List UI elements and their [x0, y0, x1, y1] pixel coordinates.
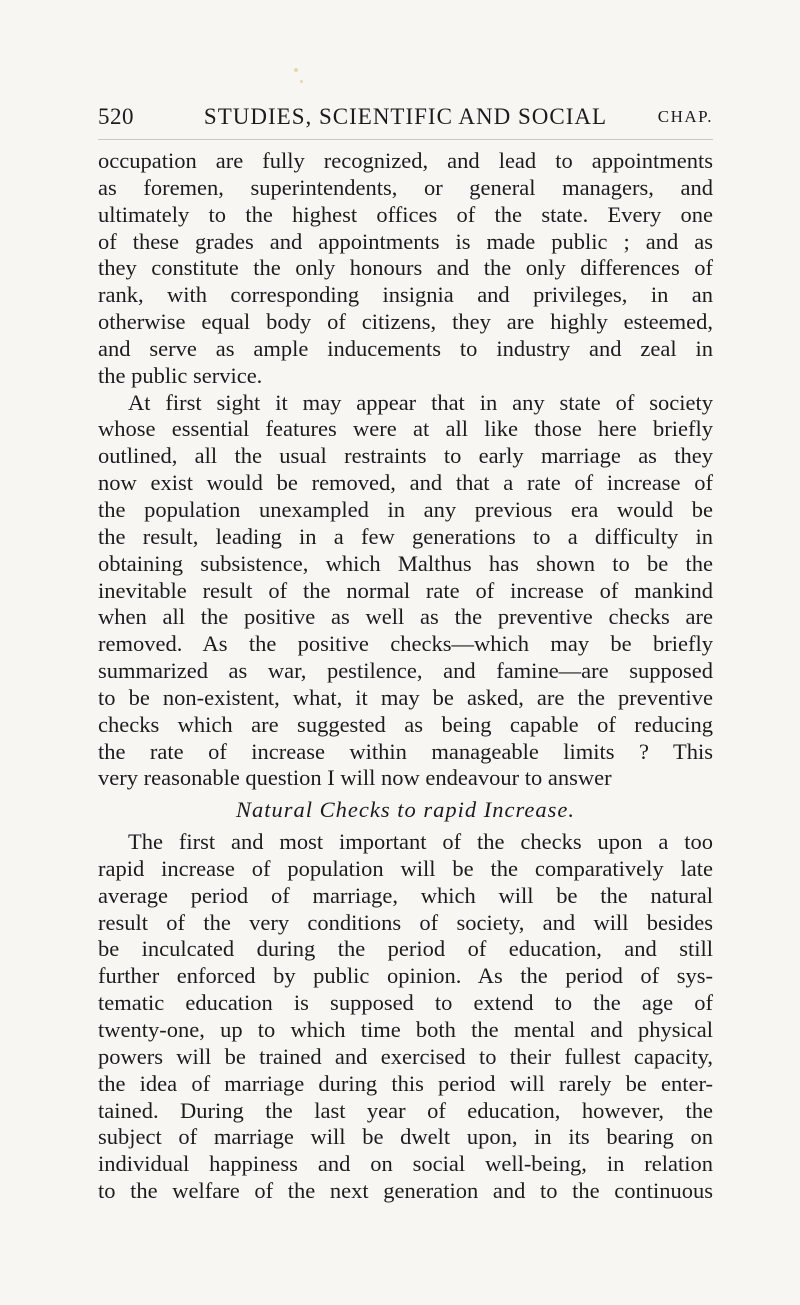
text-line: the rate of increase within manageable limits ? This [98, 738, 713, 764]
text-line: they constitute the only honours and the only differences of [98, 255, 713, 281]
text-line: the result, leading in a few generations to a difficulty in [98, 523, 713, 549]
text-line: The first and most important of the checks upon a too [128, 829, 713, 855]
section-heading: Natural Checks to rapid Increase. [235, 797, 575, 823]
text-line: outlined, all the usual restraints to early marriage as they [98, 443, 713, 469]
text-line: otherwise equal body of citizens, they are highly esteemed, [98, 309, 713, 335]
text-line: removed. As the positive checks—which may be briefly [98, 631, 713, 657]
text-line: tained. During the last year of education, however, the [98, 1097, 713, 1123]
text-line: summarized as war, pestilence, and famine—are supposed [98, 658, 713, 684]
text-line: be inculcated during the period of education, and still [98, 936, 713, 962]
text-line: At first sight it may appear that in any state of society [128, 389, 713, 415]
text-line: occupation are fully recognized, and lead to appointments [98, 148, 713, 173]
text-line: individual happiness and on social well-being, in relation [98, 1151, 713, 1177]
text-line: to be non-existent, what, it may be asked, are the preventive [98, 684, 713, 710]
running-head [98, 104, 713, 134]
paper-speck [294, 68, 298, 72]
body-text [98, 148, 713, 1205]
text-line: now exist would be removed, and that a rate of increase of [98, 470, 713, 496]
text-line: obtaining subsistence, which Malthus has shown to be the [98, 550, 713, 576]
text-line: when all the positive as well as the preventive checks are [98, 604, 713, 630]
text-line: further enforced by public opinion. As the period of sys- [98, 963, 713, 989]
text-line: and serve as ample inducements to industry and zeal in [98, 335, 713, 361]
text-line: result of the very conditions of society, and will besides [98, 909, 713, 935]
header-rule [98, 139, 713, 140]
text-line: subject of marriage will be dwelt upon, in its bearing on [98, 1124, 713, 1150]
text-line: rapid increase of population will be the comparatively late [98, 855, 713, 881]
text-line: powers will be trained and exercised to their fullest capacity, [98, 1043, 713, 1069]
chapter-label: CHAP. [657, 107, 713, 126]
text-line: inevitable result of the normal rate of increase of mankind [98, 577, 713, 603]
page-number: 520 [98, 104, 134, 129]
running-title: STUDIES, SCIENTIFIC AND SOCIAL [203, 104, 608, 129]
text-line: average period of marriage, which will be the natural [98, 882, 713, 908]
text-line: ultimately to the highest offices of the state. Every one [98, 201, 713, 227]
text-line: checks which are suggested as being capable of reducing [98, 711, 713, 737]
text-line: very reasonable question I will now endeavour to answer [98, 765, 612, 791]
text-line: tematic education is supposed to extend to the age of [98, 990, 713, 1016]
text-line: of these grades and appointments is made public ; and as [98, 228, 713, 254]
text-line: rank, with corresponding insignia and privileges, in an [98, 282, 713, 308]
paper-speck [300, 80, 303, 83]
text-line: twenty-one, up to which time both the mental and physical [98, 1017, 713, 1042]
text-line: whose essential features were at all like those here briefly [98, 416, 713, 442]
text-line: the idea of marriage during this period will rarely be enter- [98, 1070, 713, 1096]
text-line: as foremen, superintendents, or general managers, and [98, 174, 713, 200]
text-line: the population unexampled in any previous era would be [98, 496, 713, 522]
text-line: the public service. [98, 362, 263, 388]
text-line: to the welfare of the next generation and to the continuous [98, 1178, 713, 1204]
